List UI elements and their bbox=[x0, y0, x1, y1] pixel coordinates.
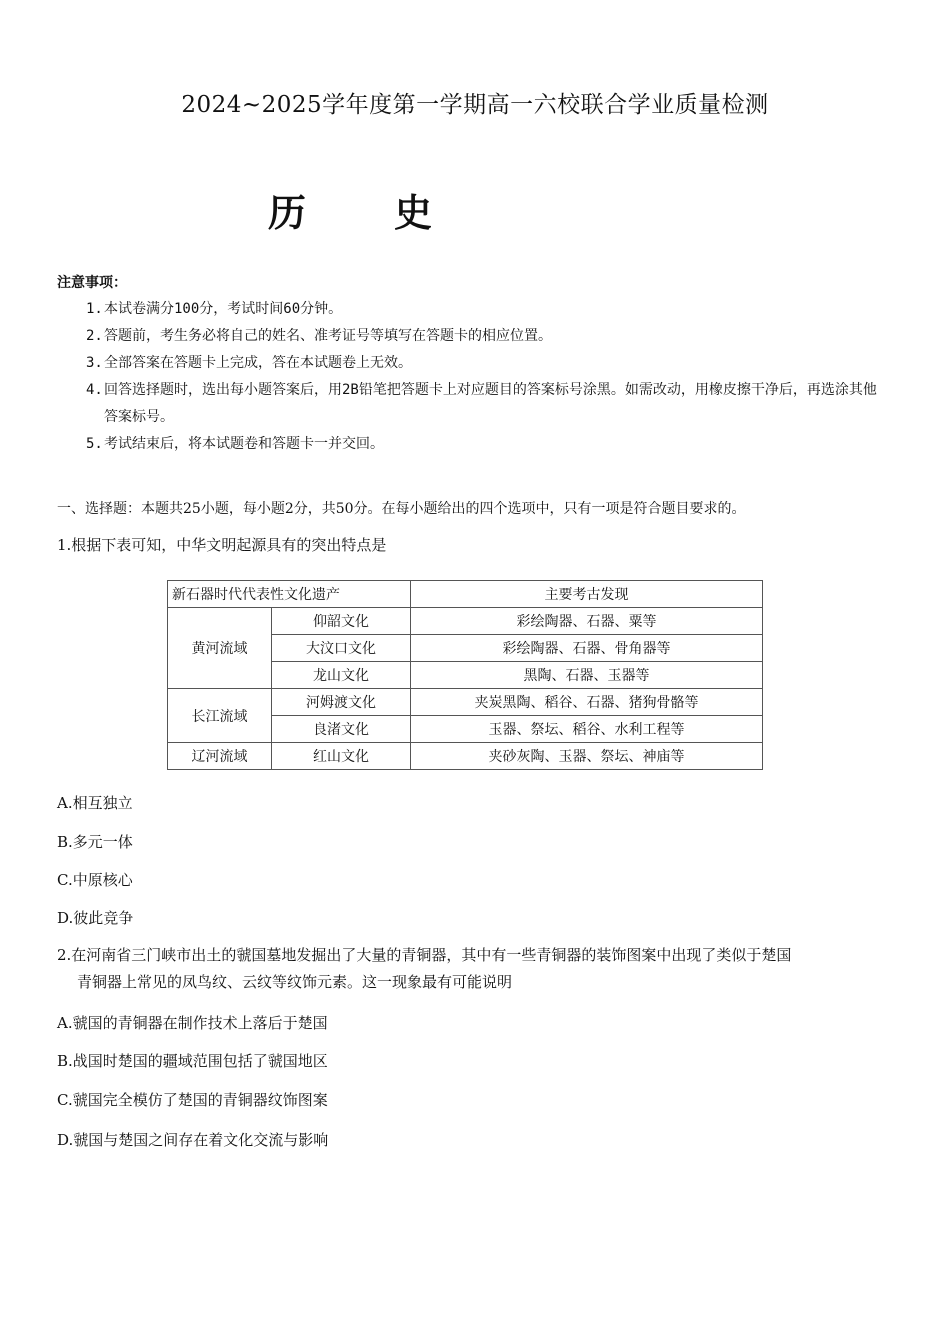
table-finds-cell: 夹砂灰陶、玉器、祭坛、神庙等 bbox=[411, 743, 763, 770]
exam-title: 2024~2025学年度第一学期高一六校联合学业质量检测 bbox=[181, 92, 769, 118]
table-culture-cell: 良渚文化 bbox=[272, 716, 411, 743]
table-culture-cell: 大汶口文化 bbox=[272, 635, 411, 662]
subject-char-2: 史 bbox=[394, 191, 433, 235]
notice-item-number: 2. bbox=[86, 328, 103, 344]
notice-item bbox=[86, 296, 886, 323]
question-2-stem-line-2: 青铜器上常见的凤鸟纹、云纹等纹饰元素。这一现象最有可能说明 bbox=[77, 973, 513, 991]
table-finds-cell: 彩绘陶器、石器、骨角器等 bbox=[411, 635, 763, 662]
table-finds-cell: 玉器、祭坛、稻谷、水利工程等 bbox=[411, 716, 763, 743]
table-row bbox=[168, 743, 763, 770]
notice-item-text: 考试结束后，将本试题卷和答题卡一并交回。 bbox=[104, 436, 384, 452]
subject-char-1: 历 bbox=[268, 191, 307, 235]
table-finds-cell: 夹炭黑陶、稻谷、石器、猪狗骨骼等 bbox=[411, 689, 763, 716]
q2-option-c[interactable]: C.虢国完全模仿了楚国的青铜器纹饰图案 bbox=[57, 1091, 328, 1109]
notice-item-number: 3. bbox=[86, 355, 103, 371]
q1-option-d[interactable]: D.彼此竞争 bbox=[57, 909, 134, 927]
question-2-stem bbox=[57, 942, 897, 996]
q2-option-a[interactable]: A.虢国的青铜器在制作技术上落后于楚国 bbox=[57, 1014, 328, 1032]
q1-option-b[interactable]: B.多元一体 bbox=[57, 833, 133, 851]
table-header-cell: 主要考古发现 bbox=[411, 581, 763, 608]
notice-item-number: 1. bbox=[86, 301, 103, 317]
notice-item-text: 本试卷满分100分，考试时间60分钟。 bbox=[104, 301, 343, 317]
question-1-stem: 1.根据下表可知，中华文明起源具有的突出特点是 bbox=[57, 536, 387, 554]
notice-item bbox=[86, 377, 886, 431]
notice-item-text: 回答选择题时，选出每小题答案后，用2B铅笔把答题卡上对应题目的答案标号涂黑。如需改动，用橡皮擦干净后，再选涂其他答案标号。 bbox=[104, 382, 877, 425]
notice-list bbox=[86, 296, 886, 458]
table-row bbox=[168, 689, 763, 716]
notice-item bbox=[86, 350, 886, 377]
table-row bbox=[168, 608, 763, 635]
table-finds-cell: 黑陶、石器、玉器等 bbox=[411, 662, 763, 689]
notice-item-number: 4. bbox=[86, 382, 103, 398]
table-region-cell: 黄河流域 bbox=[168, 608, 272, 689]
notice-item bbox=[86, 431, 886, 458]
section-heading: 一、选择题：本题共25小题，每小题2分，共50分。在每小题给出的四个选项中，只有一项是符合题目要求的。 bbox=[57, 501, 746, 517]
table-header-row bbox=[168, 581, 763, 608]
q2-option-b[interactable]: B.战国时楚国的疆域范围包括了虢国地区 bbox=[57, 1052, 328, 1070]
notice-item bbox=[86, 323, 886, 350]
q2-option-d[interactable]: D.虢国与楚国之间存在着文化交流与影响 bbox=[57, 1131, 329, 1149]
table-culture-cell: 龙山文化 bbox=[272, 662, 411, 689]
question-2-stem-line-1: 2.在河南省三门峡市出土的虢国墓地发掘出了大量的青铜器，其中有一些青铜器的装饰图案中出现了类似于楚国 bbox=[57, 946, 792, 964]
notice-title: 注意事项： bbox=[57, 275, 127, 291]
q1-option-a[interactable]: A.相互独立 bbox=[57, 794, 133, 812]
table-culture-cell: 仰韶文化 bbox=[272, 608, 411, 635]
table-culture-cell: 河姆渡文化 bbox=[272, 689, 411, 716]
table-finds-cell: 彩绘陶器、石器、粟等 bbox=[411, 608, 763, 635]
notice-item-text: 全部答案在答题卡上完成，答在本试题卷上无效。 bbox=[104, 355, 412, 371]
table-header-cell: 新石器时代代表性文化遗产 bbox=[168, 581, 411, 608]
table-region-cell: 辽河流域 bbox=[168, 743, 272, 770]
subject-title bbox=[268, 182, 432, 237]
culture-table bbox=[167, 580, 763, 770]
table-culture-cell: 红山文化 bbox=[272, 743, 411, 770]
table-region-cell: 长江流域 bbox=[168, 689, 272, 743]
q1-option-c[interactable]: C.中原核心 bbox=[57, 871, 133, 889]
notice-item-text: 答题前，考生务必将自己的姓名、准考证号等填写在答题卡的相应位置。 bbox=[104, 328, 552, 344]
notice-item-number: 5. bbox=[86, 436, 103, 452]
